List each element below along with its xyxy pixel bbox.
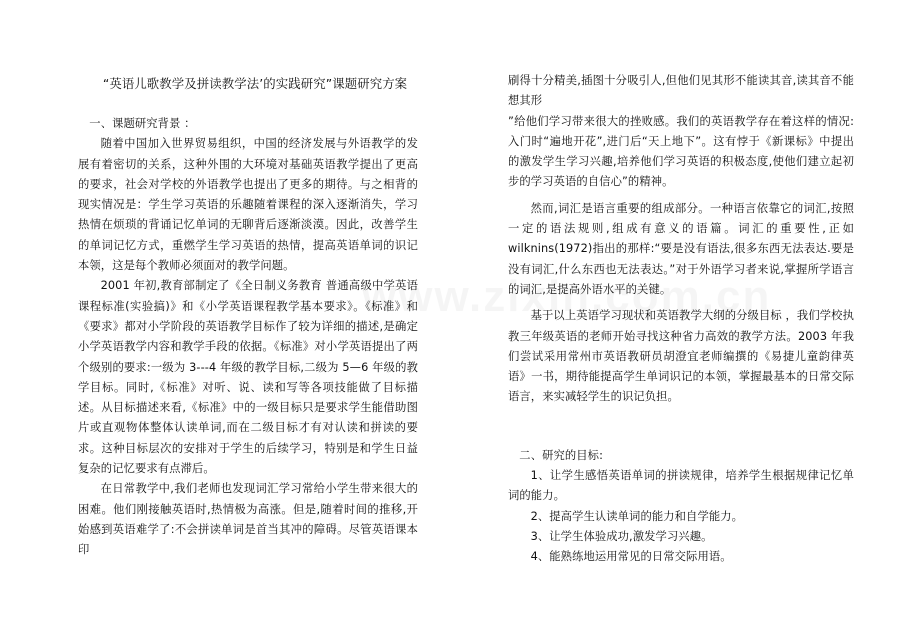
paragraph-continued-2: ”给他们学习带来很大的挫败感。我们的英语教学存在着这样的情况:入门时“遍地开花”,进门后“天上地下”。这有悖于《新课标》中提出的激发学生学习兴趣,培养他们学习英语的积极态度,使他们建立起初步的学习英语的自信心”的精神。 [508,114,854,189]
section-heading-goals: 二、研究的目标: [519,448,603,462]
paragraph-continued-1: 刷得十分精美,插图十分吸引人,但他们见其形不能读其音,读其音不能想其形 [508,74,854,108]
right-column [508,71,854,568]
goal-item-3: 3、让学生体验成功,激发学习兴趣。 [530,529,713,543]
paragraph-background-2: 2001 年初,教育部制定了《全日制义务教育 普通高级中学英语课程标准(实验搞)》和《小学英语课程教学基本要求》。《标准》和《要求》都对小学阶段的英语教学目标作了较为详细的描述,是确定小学英语教学内容和教学手段的依据。《标准》对小学英语提出了两个级别的要求:一级为 3---4 年级的教学目标,二级为 5—6 年级的教学目标。同时,《标准》对听、说、读和写等各项技能做了目标描述。从目标描述来看,《标准》中的一级目标只是要求学生能借助图片或直观物体整体认读单词,而在二级目标才有对认读和拼读的要求。这种目标层次的安排对于学生的后续学习，特别是和学生日益复杂的记忆要求有点滞后。 [78,279,418,476]
paragraph-school-practice: 基于以上英语学习现状和英语教学大纲的分级目标 ，我们学校执教三年级英语的老师开始寻找这种省力高效的教学方法。2003 年我们尝试采用常州市英语教研员胡澄宜老师编撰的《易捷儿童韵律英语》一书，期待能提高学生单词识记的本领，掌握最基本的日常交际语言，来实减轻学生的识记负担。 [508,309,854,404]
paragraph-background-1: 随着中国加入世界贸易组织，中国的经济发展与外语教学的发展有着密切的关系，这种外围的大环境对基础英语教学提出了更高的要求，社会对学校的外语教学也提出了更多的期待。与之相背的现实情况是：学生学习英语的乐趣随着课程的深入逐渐消失，学习热情在烦琐的背诵记忆单词的无聊背后逐渐淡漠。因此，改善学生的单词记忆方式，重燃学生学习英语的热情，提高英语单词的识记本领，这是每个教师必须面对的教学问题。 [78,137,418,273]
goal-item-1: 1、让学生感悟英语单词的拼读规律，培养学生根据规律记忆单词的能力。 [508,469,854,503]
document-title: “英语儿歌教学及拼读教学法’的实践研究”课题研究方案 [102,76,408,91]
paragraph-background-3: 在日常教学中,我们老师也发现词汇学习常给小学生带来很大的困难。他们刚接触英语时,热情极为高涨。但是,随着时间的推移,开始感到英语难学了:不会拼读单词是首当其冲的障碍。尽管英语课本印 [78,482,418,557]
goal-item-4: 4、能熟练地运用常见的日常交际用语。 [530,550,732,564]
left-column [78,74,418,561]
goal-item-2: 2、提高学生认读单词的能力和自学能力。 [530,509,744,523]
paragraph-vocabulary: 然而,词汇是语言重要的组成部分。一种语言依靠它的词汇,按照一定的语法规则,组成有意义的语篇。词汇的重要性,正如 wilknins(1972)指出的那样:“要是没有语法,很多东西无法表达.要是没有词汇,什么东西也无法表达。”对于外语学习者来说,掌握所学语言的词汇,是提高外语水平的关键。 [508,201,854,296]
section-heading-background: 一、课题研究背景 ： [89,117,196,130]
